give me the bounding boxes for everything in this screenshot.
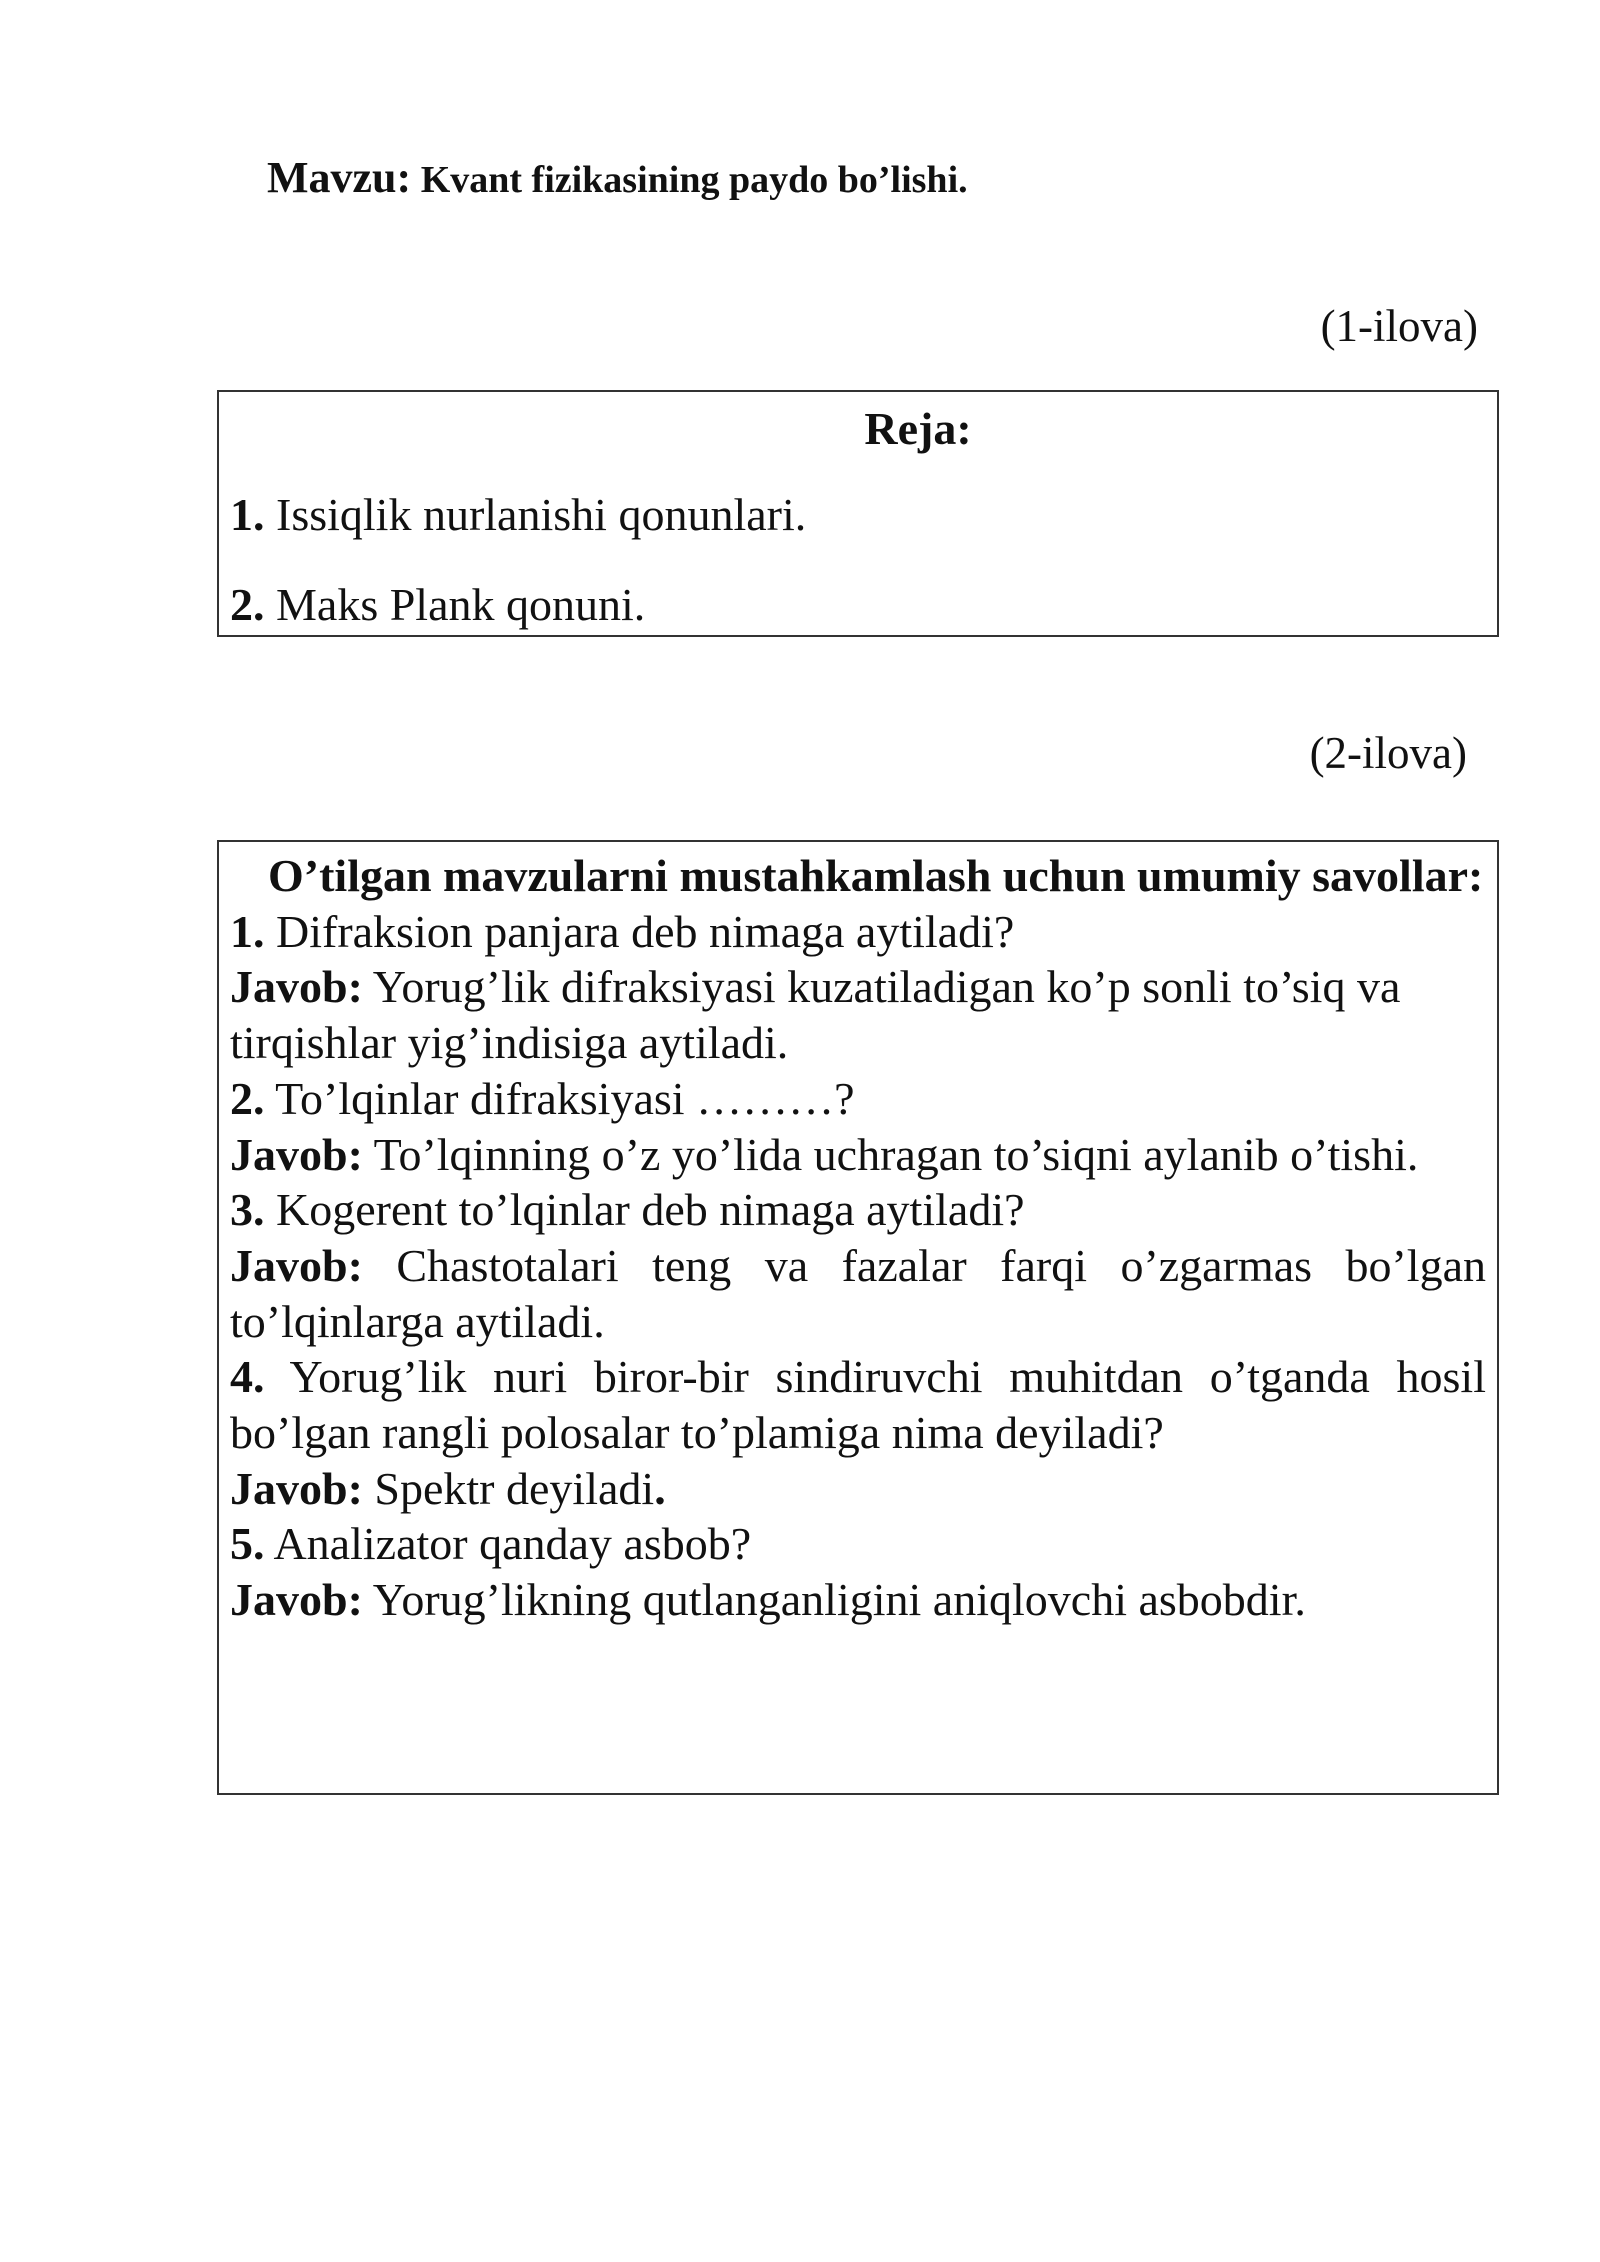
plan-item: [230, 578, 645, 631]
answer-text: To’lqinning o’z yo’lida uchragan to’siqni aylanib o’tishi.: [362, 1128, 1419, 1180]
topic-text: Kvant fizikasining paydo bo’lishi.: [411, 159, 968, 201]
appendix-1-label: (1-ilova): [1320, 301, 1478, 351]
plan-item-text: Maks Plank qonuni.: [264, 579, 646, 630]
question: [230, 1516, 1486, 1572]
appendix-2-label: (2-ilova): [1309, 728, 1467, 778]
answer-label: Javob:: [230, 1462, 363, 1514]
answer-label: Javob:: [230, 1239, 363, 1291]
plan-item-number: 2.: [230, 579, 265, 630]
answer: [230, 1572, 1486, 1628]
question-text: Kogerent to’lqinlar deb nimaga aytiladi?: [264, 1184, 1025, 1236]
answer: [230, 1127, 1486, 1183]
question-text: Yorug’lik nuri biror-bir sindiruvchi muhitdan o’tganda hosil bo’lgan rangli polosalar to’plamiga nima deyiladi?: [230, 1351, 1486, 1459]
answer-text: Chastotalari teng va fazalar farqi o’zgarmas bo’lgan to’lqinlarga aytiladi.: [230, 1239, 1486, 1347]
answer: [230, 1238, 1486, 1349]
answer-label: Javob:: [230, 961, 363, 1013]
question-number: 5.: [230, 1518, 265, 1570]
question: [230, 1071, 1486, 1127]
topic-line: [267, 152, 968, 203]
answer-text: Spektr deyiladi: [362, 1462, 655, 1514]
plan-box: [217, 390, 1499, 637]
question-number: 2.: [230, 1072, 265, 1124]
question-number: 3.: [230, 1184, 265, 1236]
answer-text: Yorug’lik difraksiyasi kuzatiladigan ko’p sonli to’siq va tirqishlar yig’indisiga aytiladi.: [230, 961, 1401, 1069]
question-text: Difraksion panjara deb nimaga aytiladi?: [264, 905, 1015, 957]
question-number: 4.: [230, 1351, 265, 1403]
question: [230, 904, 1486, 960]
qa-content: [230, 848, 1486, 1628]
question: [230, 1349, 1486, 1460]
qa-heading: O’tilgan mavzularni mustahkamlash uchun umumiy savollar:: [268, 850, 1484, 901]
plan-title: Reja:: [864, 403, 972, 454]
answer: [230, 959, 1486, 1070]
answer-label: Javob:: [230, 1128, 363, 1180]
answer: [230, 1461, 1486, 1517]
qa-box: [217, 840, 1499, 1795]
answer-label: Javob:: [230, 1574, 363, 1626]
plan-item-number: 1.: [230, 489, 265, 540]
plan-item-text: Issiqlik nurlanishi qonunlari.: [264, 489, 807, 540]
answer-end-mark: .: [654, 1462, 666, 1514]
question-number: 1.: [230, 905, 265, 957]
question: [230, 1182, 1486, 1238]
topic-label: Mavzu:: [267, 153, 412, 202]
question-text: To’lqinlar difraksiyasi ………?: [264, 1072, 855, 1124]
answer-text: Yorug’likning qutlanganligini aniqlovchi asbobdir.: [362, 1574, 1306, 1626]
question-text: Analizator qanday asbob?: [264, 1518, 752, 1570]
plan-item: [230, 488, 806, 541]
